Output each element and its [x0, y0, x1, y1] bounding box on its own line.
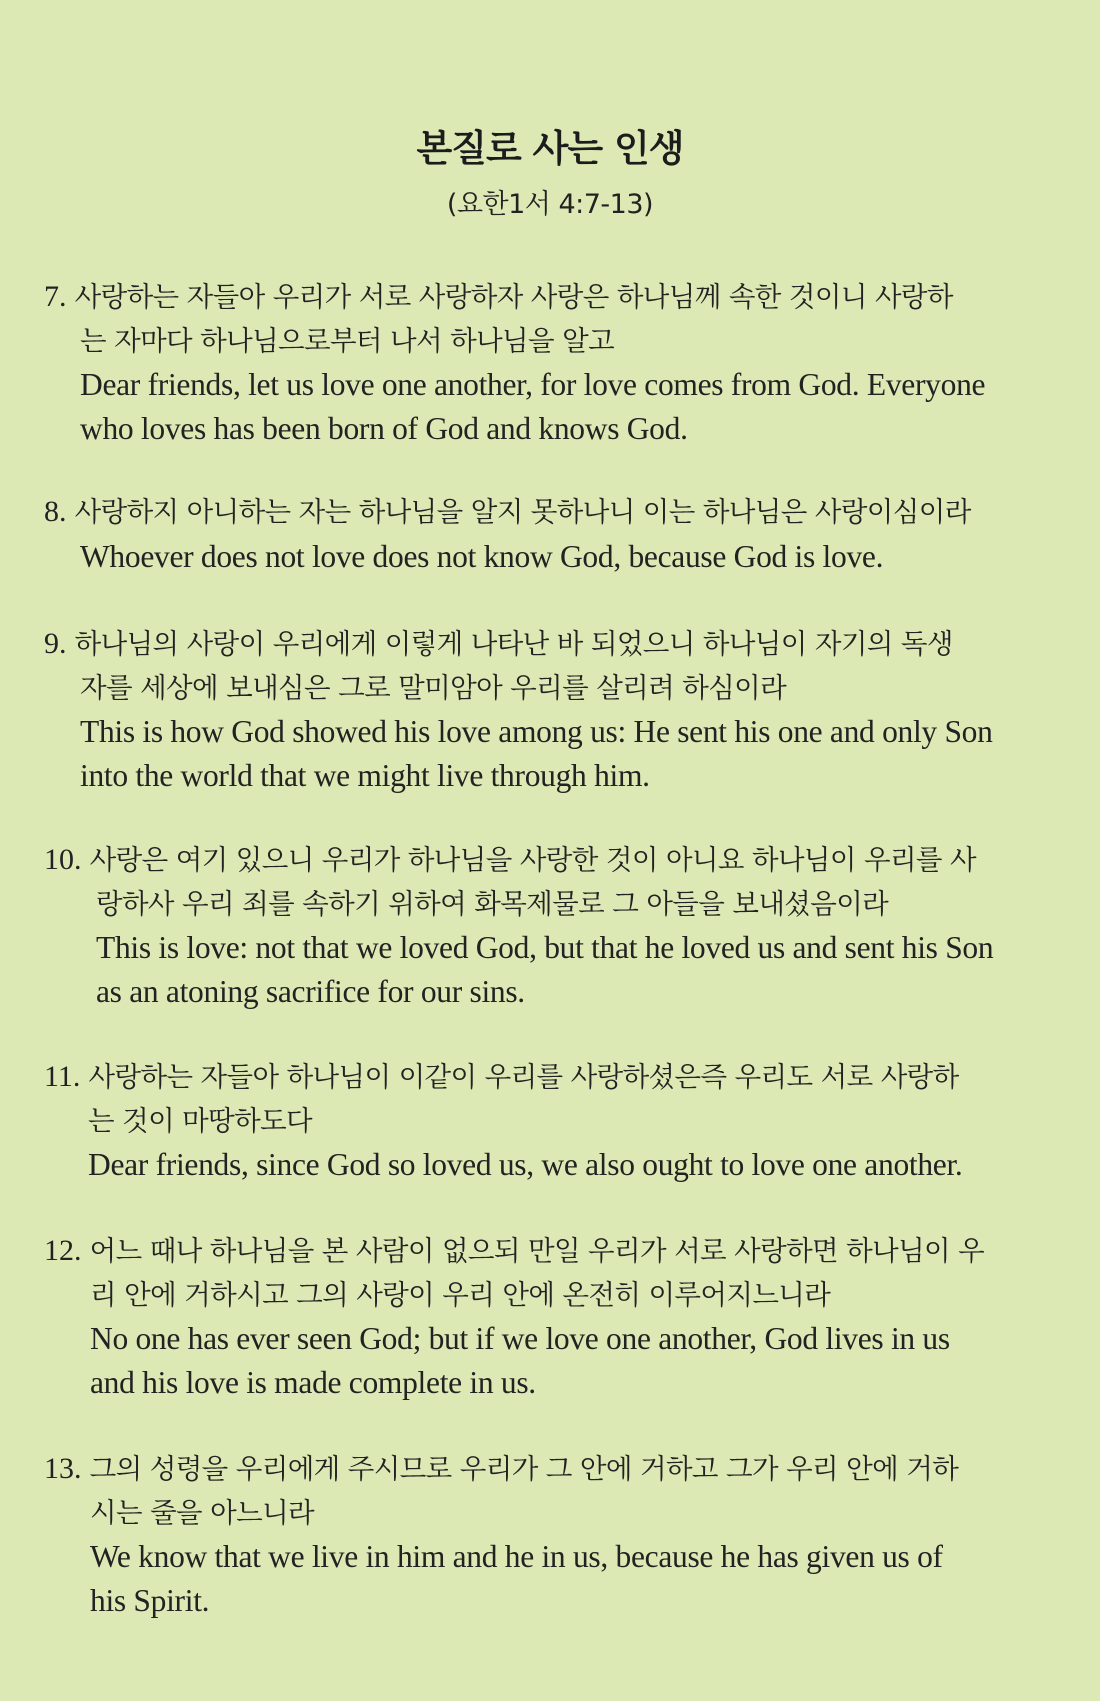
verse-number: 10.	[44, 843, 82, 876]
verse-number: 12.	[44, 1234, 82, 1267]
verse-korean-text	[44, 1447, 1044, 1535]
korean-line: 사랑은 여기 있으니 우리가 하나님을 사랑한 것이 아니요 하나님이 우리를 사	[89, 844, 976, 876]
korean-line: 사랑하는 자들아 우리가 서로 사랑하자 사랑은 하나님께 속한 것이니 사랑하	[74, 281, 953, 313]
english-line: and his love is made complete in us.	[90, 1364, 536, 1400]
korean-line: 자를 세상에 보내심은 그로 말미암아 우리를 살리려 하심이라	[80, 671, 787, 704]
verse-number: 9.	[44, 627, 67, 660]
korean-line: 그의 성령을 우리에게 주시므로 우리가 그 안에 거하고 그가 우리 안에 거하	[89, 1453, 959, 1485]
korean-line: 하나님의 사랑이 우리에게 이렇게 나타난 바 되었으니 하나님이 자기의 독생	[74, 628, 953, 660]
english-line: who loves has been born of God and knows God.	[80, 410, 688, 446]
korean-line: 사랑하는 자들아 하나님이 이같이 우리를 사랑하셨은즉 우리도 서로 사랑하	[88, 1061, 959, 1093]
verse-english-text	[44, 1317, 1044, 1404]
verse-english-text	[44, 926, 1044, 1013]
verse-korean-text	[44, 490, 1044, 535]
korean-line: 는 자마다 하나님으로부터 나서 하나님을 알고	[80, 324, 615, 357]
verse-number: 13.	[44, 1452, 82, 1485]
verse-11	[44, 1055, 1044, 1187]
verse-english-text	[44, 535, 1044, 579]
verse-korean-text	[44, 275, 1044, 363]
english-line: into the world that we might live through him.	[80, 757, 650, 793]
verse-12	[44, 1229, 1044, 1404]
scripture-reference: (요한1서 4:7-13)	[446, 189, 654, 220]
verse-korean-text	[44, 1055, 1044, 1143]
english-line: This is how God showed his love among us: He sent his one and only Son	[80, 714, 993, 749]
korean-line: 시는 줄을 아느니라	[90, 1496, 315, 1529]
page-title: 본질로 사는 인생	[416, 127, 684, 170]
english-line: as an atoning sacrifice for our sins.	[96, 973, 525, 1009]
verse-english-text	[44, 1535, 1044, 1622]
verse-korean-text	[44, 622, 1044, 710]
english-line: Dear friends, let us love one another, for love comes from God. Everyone	[80, 367, 986, 402]
verse-number: 7.	[44, 280, 67, 313]
verse-english-text	[44, 1143, 1044, 1187]
korean-line: 사랑하지 아니하는 자는 하나님을 알지 못하나니 이는 하나님은 사랑이심이라	[74, 496, 971, 528]
english-line: Dear friends, since God so loved us, we also ought to love one another.	[88, 1147, 963, 1182]
english-line: We know that we live in him and he in us, because he has given us of	[90, 1539, 943, 1574]
english-line: Whoever does not love does not know God, because God is love.	[80, 538, 884, 574]
verse-korean-text	[44, 838, 1044, 926]
korean-line: 리 안에 거하시고 그의 사랑이 우리 안에 온전히 이루어지느니라	[90, 1278, 831, 1311]
verse-english-text	[44, 363, 1044, 450]
verse-10	[44, 838, 1044, 1013]
verse-korean-text	[44, 1229, 1044, 1317]
english-line: his Spirit.	[90, 1582, 210, 1618]
verse-number: 11.	[44, 1060, 81, 1093]
verse-13	[44, 1447, 1044, 1622]
verse-number: 8.	[44, 495, 67, 528]
korean-line: 랑하사 우리 죄를 속하기 위하여 화목제물로 그 아들을 보내셨음이라	[96, 887, 889, 920]
english-line: No one has ever seen God; but if we love one another, God lives in us	[90, 1321, 950, 1356]
english-line: This is love: not that we loved God, but that he loved us and sent his Son	[96, 930, 994, 965]
verse-9	[44, 622, 1044, 797]
korean-line: 는 것이 마땅하도다	[88, 1104, 313, 1137]
verse-8	[44, 490, 1044, 578]
korean-line: 어느 때나 하나님을 본 사람이 없으되 만일 우리가 서로 사랑하면 하나님이 우	[89, 1235, 985, 1267]
verse-english-text	[44, 710, 1044, 797]
verse-7	[44, 275, 1044, 450]
